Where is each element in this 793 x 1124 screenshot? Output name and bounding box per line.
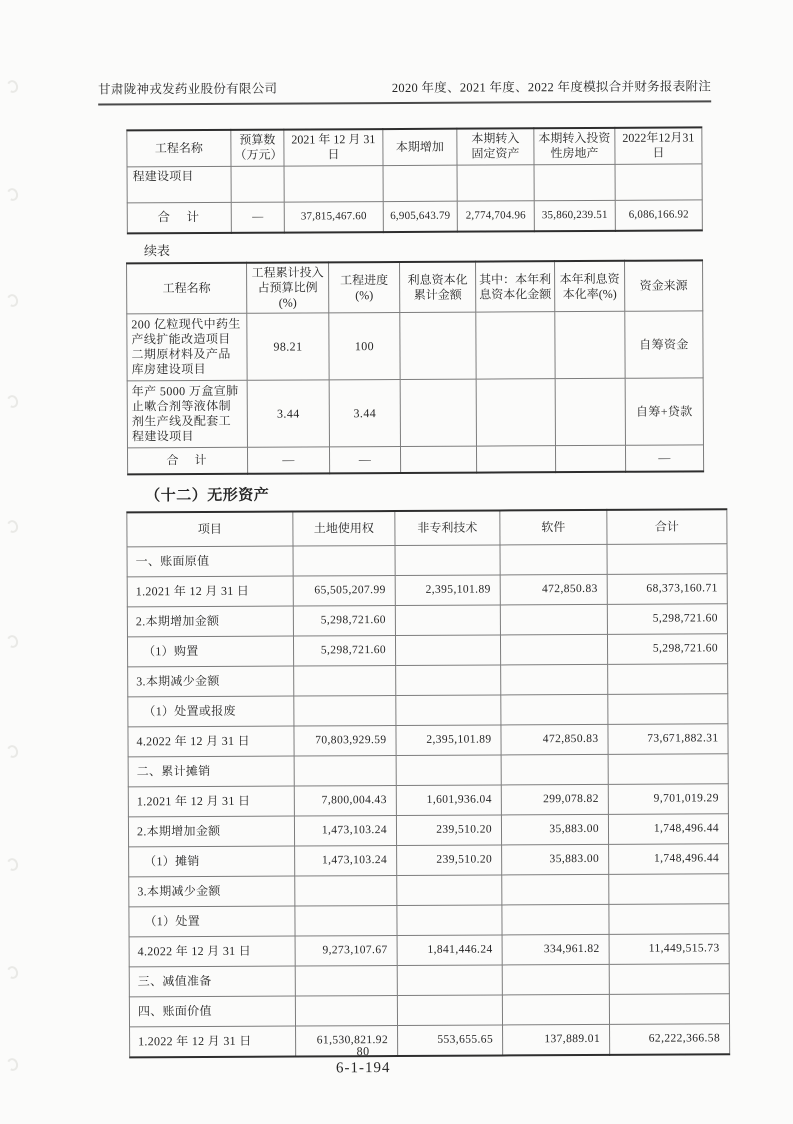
table-cell: 200 亿粒现代中药生产线扩能改造项目二期原材料及产品库房建设项目 [127, 313, 247, 381]
table-row [128, 754, 728, 787]
table-cell [284, 165, 383, 202]
table-cell [294, 756, 396, 787]
table-cell: 2,395,101.89 [395, 575, 500, 606]
table-cell [395, 605, 500, 636]
table-cell: 472,850.83 [500, 574, 607, 605]
table-cell: — [625, 445, 703, 471]
table-cell: 7,800,004.43 [294, 786, 396, 817]
table-cell [400, 312, 476, 379]
table-cell [500, 604, 607, 635]
table-cell: 3.本期减少金额 [128, 666, 294, 697]
table-cell: 3.本期减少金额 [129, 876, 295, 907]
table-cell: 5,298,721.60 [607, 634, 727, 665]
table-cell: 35,860,239.51 [534, 200, 615, 231]
table-row [129, 964, 729, 997]
table-cell: 73,671,882.31 [608, 724, 728, 755]
table-cell [502, 874, 609, 905]
table-cell: 1.2021 年 12 月 31 日 [127, 576, 293, 607]
column-header: 2021 年 12 月 31 日 [284, 129, 383, 166]
table-cell: 自筹资金 [625, 311, 703, 378]
table-row [127, 311, 703, 381]
construction-progress-funding-table [126, 259, 704, 475]
table-cell [502, 904, 609, 935]
table-cell: 239,510.20 [397, 845, 502, 876]
table-cell [555, 311, 625, 378]
table-cell [534, 164, 615, 200]
column-header: 项目 [127, 511, 293, 547]
column-header: 利息资本化 累计金额 [400, 262, 476, 313]
table-cell: 61,530,821.92 [296, 1026, 398, 1057]
table-cell [397, 875, 502, 906]
column-header: 本年利息资 本化率(%) [555, 261, 625, 312]
table-cell [383, 165, 457, 201]
table-row [129, 994, 729, 1027]
table-cell: 65,505,207.99 [293, 576, 395, 607]
table-row [127, 574, 727, 607]
table-cell: 4.2022 年 12 月 31 日 [129, 936, 295, 967]
column-header: 2022年12月31 日 [615, 127, 702, 163]
table-cell: 1,473,103.24 [295, 846, 397, 877]
table-cell [457, 164, 534, 200]
table-cell [609, 964, 729, 995]
table-cell [608, 694, 728, 725]
column-header: 工程进度(%) [329, 262, 400, 313]
table-cell: 1,748,496.44 [609, 844, 729, 875]
table-cell [609, 904, 729, 935]
table-cell: 三、减值准备 [129, 966, 295, 997]
table-cell: 6,086,166.92 [615, 199, 702, 230]
table-cell [608, 664, 728, 695]
table-cell [295, 966, 397, 997]
document-footer [103, 1043, 623, 1079]
table-cell: 4.2022 年 12 月 31 日 [128, 726, 294, 757]
table-cell: 1.2022 年 12 月 31 日 [130, 1026, 296, 1057]
table-cell: — [329, 446, 400, 472]
document-header [98, 76, 711, 105]
table-cell: 程建设项目 [127, 166, 231, 203]
column-header: 工程累计投入 占预算比例(%) [247, 262, 329, 313]
table-cell [396, 665, 501, 696]
column-header: 本期增加 [383, 129, 457, 165]
table-row [127, 378, 703, 448]
table-cell [295, 876, 397, 907]
table-row [127, 163, 702, 202]
table-cell: 299,078.82 [501, 784, 608, 815]
header-row [127, 509, 727, 547]
table-cell: 62,222,366.58 [610, 1024, 730, 1055]
table-row [127, 544, 727, 577]
table-cell [294, 666, 396, 697]
table-cell [501, 694, 608, 725]
table-cell [476, 446, 555, 472]
table-cell [501, 664, 608, 695]
table-cell: 自筹+贷款 [625, 378, 703, 445]
table-cell: 5,298,721.60 [607, 604, 727, 635]
table-cell [501, 754, 608, 785]
column-header: 工程名称 [127, 263, 247, 314]
table-cell [397, 995, 502, 1026]
table-cell: — [231, 202, 284, 233]
column-header: 资金来源 [625, 260, 703, 311]
table-row [128, 784, 728, 817]
intangible-assets-table [126, 508, 730, 1058]
table-cell: 9,701,019.29 [608, 784, 728, 815]
table-cell [500, 544, 607, 575]
table-cell: 70,803,929.59 [294, 726, 396, 757]
column-header: 其中：本年利 息资本化金额 [476, 261, 555, 312]
table-cell [502, 964, 609, 995]
column-header: 土地使用权 [293, 511, 395, 547]
table-cell [615, 163, 702, 199]
table-row [127, 445, 703, 474]
table-cell: 1.2021 年 12 月 31 日 [128, 786, 294, 817]
table-cell: （1）摊销 [129, 846, 295, 877]
table-row [128, 814, 728, 847]
column-header: 本期转入 固定资产 [457, 128, 534, 164]
table-cell: 137,889.01 [503, 1024, 610, 1055]
construction-in-progress-summary-table [126, 126, 703, 234]
table-cell: 98.21 [247, 313, 329, 380]
table-cell: 年产 5000 万盒宣肺止嗽合剂等液体制剂生产线及配套工程建设项目 [127, 380, 247, 448]
table-row [129, 904, 729, 937]
table-row [128, 664, 728, 697]
table-cell [608, 754, 728, 785]
table-row [129, 874, 729, 907]
table-cell: 239,510.20 [396, 815, 501, 846]
table-cell: 6,905,643.79 [383, 201, 457, 232]
table-row [129, 844, 729, 877]
table-cell: 2.本期增加金额 [128, 816, 294, 847]
table-row [129, 934, 729, 967]
table-cell: 35,883.00 [501, 814, 608, 845]
table-cell [400, 379, 476, 446]
table-cell: 四、账面价值 [129, 996, 295, 1027]
table-cell [400, 446, 476, 472]
table-cell [555, 445, 625, 471]
table-cell: 合 计 [127, 447, 247, 474]
table-cell: 1,841,446.24 [397, 935, 502, 966]
table-cell: 3.44 [247, 380, 329, 447]
table-cell [476, 312, 555, 379]
table-cell [396, 755, 501, 786]
table-cell [397, 965, 502, 996]
table-cell: 1,601,936.04 [396, 785, 501, 816]
table-row [127, 199, 702, 233]
document-number: 6-1-194 [335, 1060, 391, 1077]
table-cell [395, 545, 500, 576]
table-row [127, 634, 727, 667]
table-cell [502, 994, 609, 1025]
table-cell: 一、账面原值 [127, 546, 293, 577]
table-row [127, 604, 727, 637]
table-cell [396, 695, 501, 726]
table-row [128, 694, 728, 727]
table-cell [609, 994, 729, 1025]
table-cell: — [247, 447, 329, 473]
column-header: 非专利技术 [395, 510, 500, 546]
table-cell: （1）处置 [129, 906, 295, 937]
table-cell [500, 634, 607, 665]
table-cell: 5,298,721.60 [293, 606, 395, 637]
table-cell: 5,298,721.60 [293, 636, 395, 667]
table-cell: 3.44 [329, 379, 400, 446]
column-header: 预算数 （万元） [231, 130, 284, 166]
table-cell: 472,850.83 [501, 724, 608, 755]
table-cell [293, 546, 395, 577]
table-cell: 334,961.82 [502, 934, 609, 965]
table-cell [609, 874, 729, 905]
company-name: 甘肃陇神戎发药业股份有限公司 [98, 81, 278, 97]
table-cell: 二、累计摊销 [128, 756, 294, 787]
table-cell: 2.本期增加金额 [127, 606, 293, 637]
page-number: 80 [356, 1044, 370, 1059]
header-row [127, 260, 703, 314]
column-header: 本期转入投资 性房地产 [534, 128, 615, 164]
table-cell: 2,774,704.96 [457, 200, 534, 231]
table-cell [476, 379, 555, 446]
table-cell: 100 [329, 312, 400, 379]
table-cell [555, 378, 625, 445]
table-cell: 35,883.00 [502, 844, 609, 875]
table-cell [395, 635, 500, 666]
header-row [127, 127, 702, 166]
table-row [128, 724, 728, 757]
column-header: 软件 [500, 509, 607, 545]
table-cell [294, 696, 396, 727]
table-cell [295, 996, 397, 1027]
column-header: 合计 [607, 509, 727, 545]
report-title: 2020 年度、2021 年度、2022 年度模拟合并财务报表附注 [391, 79, 712, 96]
table-cell [607, 544, 727, 575]
table-cell: 合 计 [127, 202, 231, 234]
section-title-intangible-assets: （十二）无形资产 [145, 487, 270, 504]
table-cell: 2,395,101.89 [396, 725, 501, 756]
table-cell [231, 166, 284, 202]
column-header: 工程名称 [127, 130, 231, 167]
table-cell: （1）处置或报废 [128, 696, 294, 727]
table-cell: 9,273,107.67 [295, 936, 397, 967]
table-cell: （1）购置 [127, 636, 293, 667]
table-cell [295, 906, 397, 937]
table-cell: 1,473,103.24 [294, 816, 396, 847]
table-cell: 68,373,160.71 [607, 574, 727, 605]
table-cell: 37,815,467.60 [284, 201, 383, 233]
table-cell: 1,748,496.44 [608, 814, 728, 845]
continued-table-label: 续表 [143, 243, 171, 259]
table-cell: 553,655.65 [398, 1025, 503, 1056]
table-cell: 11,449,515.73 [609, 934, 729, 965]
table-cell [397, 905, 502, 936]
